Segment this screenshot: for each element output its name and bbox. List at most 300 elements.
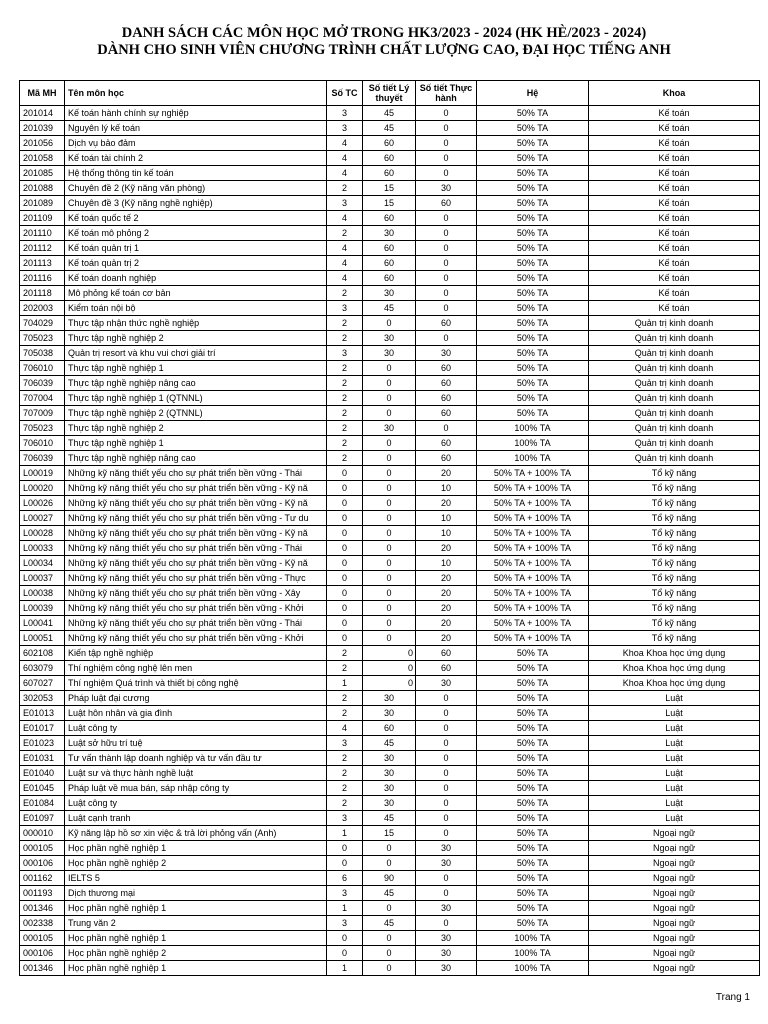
program-cell: 50% TA — [477, 706, 589, 721]
theory-hours-cell: 0 — [363, 541, 416, 556]
program-cell: 100% TA — [477, 931, 589, 946]
program-cell: 100% TA — [477, 451, 589, 466]
table-row — [20, 181, 760, 196]
table-row — [20, 271, 760, 286]
credits-cell: 6 — [327, 871, 363, 886]
faculty-cell: Kế toán — [589, 271, 760, 286]
credits-cell: 0 — [327, 841, 363, 856]
table-row — [20, 631, 760, 646]
course-name-cell: Quản trị resort và khu vui chơi giải trí — [65, 346, 327, 361]
practice-hours-cell: 20 — [416, 616, 477, 631]
faculty-cell: Luật — [589, 781, 760, 796]
credits-cell: 4 — [327, 271, 363, 286]
practice-hours-cell: 30 — [416, 181, 477, 196]
table-row — [20, 361, 760, 376]
course-name-cell: Thực tập nghề nghiệp 1 — [65, 361, 327, 376]
practice-hours-cell: 0 — [416, 301, 477, 316]
table-row — [20, 376, 760, 391]
theory-hours-cell: 60 — [363, 151, 416, 166]
credits-cell: 4 — [327, 211, 363, 226]
program-cell: 50% TA — [477, 106, 589, 121]
theory-hours-cell: 0 — [363, 376, 416, 391]
program-cell: 50% TA + 100% TA — [477, 571, 589, 586]
course-code-cell: 000010 — [20, 826, 65, 841]
table-row — [20, 451, 760, 466]
theory-hours-cell: 30 — [363, 331, 416, 346]
faculty-cell: Tổ kỹ năng — [589, 556, 760, 571]
table-row — [20, 346, 760, 361]
program-cell: 50% TA — [477, 901, 589, 916]
credits-cell: 0 — [327, 556, 363, 571]
theory-hours-cell: 30 — [363, 346, 416, 361]
program-cell: 50% TA — [477, 361, 589, 376]
course-name-cell: Chuyên đề 3 (Kỹ năng nghề nghiệp) — [65, 196, 327, 211]
table-row — [20, 511, 760, 526]
faculty-cell: Quản trị kinh doanh — [589, 316, 760, 331]
course-code-cell: E01031 — [20, 751, 65, 766]
practice-hours-cell: 20 — [416, 601, 477, 616]
credits-cell: 1 — [327, 676, 363, 691]
program-cell: 50% TA — [477, 151, 589, 166]
credits-cell: 2 — [327, 406, 363, 421]
theory-hours-cell: 0 — [363, 841, 416, 856]
faculty-cell: Luật — [589, 691, 760, 706]
course-code-cell: 201039 — [20, 121, 65, 136]
practice-hours-cell: 30 — [416, 931, 477, 946]
program-cell: 50% TA — [477, 871, 589, 886]
course-code-cell: 201110 — [20, 226, 65, 241]
practice-hours-cell: 20 — [416, 631, 477, 646]
practice-hours-cell: 0 — [416, 826, 477, 841]
credits-cell: 0 — [327, 601, 363, 616]
credits-cell: 3 — [327, 346, 363, 361]
faculty-cell: Ngoại ngữ — [589, 946, 760, 961]
credits-cell: 1 — [327, 961, 363, 976]
faculty-cell: Kế toán — [589, 181, 760, 196]
course-table — [19, 80, 760, 976]
course-code-cell: 602108 — [20, 646, 65, 661]
course-code-cell: 302053 — [20, 691, 65, 706]
course-code-cell: E01023 — [20, 736, 65, 751]
table-row — [20, 811, 760, 826]
course-code-cell: 705038 — [20, 346, 65, 361]
program-cell: 50% TA — [477, 241, 589, 256]
practice-hours-cell: 0 — [416, 421, 477, 436]
program-cell: 50% TA — [477, 226, 589, 241]
course-code-cell: 000106 — [20, 946, 65, 961]
practice-hours-cell: 30 — [416, 676, 477, 691]
table-row — [20, 331, 760, 346]
theory-hours-cell: 30 — [363, 226, 416, 241]
program-cell: 50% TA + 100% TA — [477, 601, 589, 616]
table-row — [20, 601, 760, 616]
course-code-cell: 002338 — [20, 916, 65, 931]
course-code-cell: L00051 — [20, 631, 65, 646]
theory-hours-cell: 0 — [363, 856, 416, 871]
practice-hours-cell: 30 — [416, 346, 477, 361]
credits-cell: 3 — [327, 886, 363, 901]
col-header-theory-hours: Số tiết Lý thuyết — [363, 81, 416, 106]
course-name-cell: Những kỹ năng thiết yếu cho sự phát triển bền vững - Thái — [65, 541, 327, 556]
credits-cell: 2 — [327, 691, 363, 706]
course-name-cell: Những kỹ năng thiết yếu cho sự phát triển bền vững - Kỹ nă — [65, 496, 327, 511]
course-name-cell: Thực tập nghề nghiệp 2 (QTNNL) — [65, 406, 327, 421]
course-code-cell: 201085 — [20, 166, 65, 181]
practice-hours-cell: 30 — [416, 856, 477, 871]
faculty-cell: Ngoại ngữ — [589, 931, 760, 946]
course-code-cell: E01097 — [20, 811, 65, 826]
course-code-cell: 201118 — [20, 286, 65, 301]
course-code-cell: L00028 — [20, 526, 65, 541]
credits-cell: 2 — [327, 781, 363, 796]
course-code-cell: L00041 — [20, 616, 65, 631]
course-name-cell: Kiểm toán nội bộ — [65, 301, 327, 316]
credits-cell: 4 — [327, 241, 363, 256]
credits-cell: 2 — [327, 706, 363, 721]
program-cell: 50% TA — [477, 166, 589, 181]
practice-hours-cell: 0 — [416, 121, 477, 136]
credits-cell: 3 — [327, 121, 363, 136]
table-row — [20, 316, 760, 331]
faculty-cell: Tổ kỹ năng — [589, 571, 760, 586]
table-row — [20, 946, 760, 961]
course-name-cell: Những kỹ năng thiết yếu cho sự phát triển bền vững - Kỹ nă — [65, 481, 327, 496]
course-code-cell: 607027 — [20, 676, 65, 691]
program-cell: 50% TA — [477, 136, 589, 151]
credits-cell: 2 — [327, 316, 363, 331]
theory-hours-cell: 45 — [363, 106, 416, 121]
faculty-cell: Ngoại ngữ — [589, 901, 760, 916]
program-cell: 50% TA — [477, 391, 589, 406]
table-row — [20, 736, 760, 751]
table-body — [20, 106, 760, 976]
course-code-cell: 603079 — [20, 661, 65, 676]
credits-cell: 0 — [327, 856, 363, 871]
faculty-cell: Tổ kỹ năng — [589, 496, 760, 511]
theory-hours-cell: 0 — [363, 616, 416, 631]
credits-cell: 0 — [327, 496, 363, 511]
course-code-cell: L00038 — [20, 586, 65, 601]
course-code-cell: 201056 — [20, 136, 65, 151]
table-row — [20, 391, 760, 406]
table-row — [20, 586, 760, 601]
program-cell: 50% TA — [477, 736, 589, 751]
faculty-cell: Ngoại ngữ — [589, 841, 760, 856]
theory-hours-cell: 0 — [363, 961, 416, 976]
table-row — [20, 826, 760, 841]
theory-hours-cell: 30 — [363, 421, 416, 436]
credits-cell: 0 — [327, 511, 363, 526]
program-cell: 50% TA — [477, 841, 589, 856]
course-name-cell: Thực tập nghề nghiệp 1 (QTNNL) — [65, 391, 327, 406]
program-cell: 50% TA — [477, 796, 589, 811]
course-code-cell: 001346 — [20, 901, 65, 916]
course-name-cell: Học phần nghề nghiệp 2 — [65, 856, 327, 871]
course-name-cell: Luật hôn nhân và gia đình — [65, 706, 327, 721]
theory-hours-cell: 60 — [363, 166, 416, 181]
table-row — [20, 766, 760, 781]
faculty-cell: Luật — [589, 796, 760, 811]
course-name-cell: Kiến tập nghề nghiệp — [65, 646, 327, 661]
faculty-cell: Kế toán — [589, 211, 760, 226]
credits-cell: 0 — [327, 481, 363, 496]
theory-hours-cell: 0 — [363, 451, 416, 466]
course-name-cell: Những kỹ năng thiết yếu cho sự phát triển bền vững - Khởi — [65, 631, 327, 646]
course-code-cell: 001193 — [20, 886, 65, 901]
credits-cell: 4 — [327, 136, 363, 151]
practice-hours-cell: 10 — [416, 481, 477, 496]
theory-hours-cell: 15 — [363, 826, 416, 841]
practice-hours-cell: 20 — [416, 571, 477, 586]
program-cell: 50% TA + 100% TA — [477, 526, 589, 541]
theory-hours-cell: 30 — [363, 706, 416, 721]
course-code-cell: L00039 — [20, 601, 65, 616]
course-code-cell: 201089 — [20, 196, 65, 211]
theory-hours-cell: 60 — [363, 136, 416, 151]
document-title-line-1: DANH SÁCH CÁC MÔN HỌC MỞ TRONG HK3/2023 - 2024 (HK HÈ/2023 - 2024) — [121, 25, 647, 41]
credits-cell: 0 — [327, 616, 363, 631]
program-cell: 50% TA + 100% TA — [477, 631, 589, 646]
col-header-program: Hệ — [477, 81, 589, 106]
course-name-cell: Thực tập nghề nghiệp 2 — [65, 421, 327, 436]
credits-cell: 2 — [327, 751, 363, 766]
program-cell: 50% TA — [477, 121, 589, 136]
table-row — [20, 136, 760, 151]
program-cell: 50% TA — [477, 826, 589, 841]
course-name-cell: Kế toán quản trị 1 — [65, 241, 327, 256]
course-name-cell: Thực tập nhận thức nghề nghiệp — [65, 316, 327, 331]
table-row — [20, 421, 760, 436]
program-cell: 50% TA — [477, 316, 589, 331]
faculty-cell: Tổ kỹ năng — [589, 526, 760, 541]
faculty-cell: Quản trị kinh doanh — [589, 331, 760, 346]
course-name-cell: Luật công ty — [65, 796, 327, 811]
credits-cell: 0 — [327, 931, 363, 946]
theory-hours-cell: 0 — [363, 496, 416, 511]
faculty-cell: Tổ kỹ năng — [589, 481, 760, 496]
faculty-cell: Luật — [589, 811, 760, 826]
faculty-cell: Kế toán — [589, 166, 760, 181]
faculty-cell: Quản trị kinh doanh — [589, 361, 760, 376]
course-name-cell: Thực tập nghề nghiệp 1 — [65, 436, 327, 451]
practice-hours-cell: 60 — [416, 391, 477, 406]
course-code-cell: 202003 — [20, 301, 65, 316]
practice-hours-cell: 60 — [416, 451, 477, 466]
course-name-cell: Nguyên lý kế toán — [65, 121, 327, 136]
theory-hours-cell: 45 — [363, 886, 416, 901]
table-row — [20, 286, 760, 301]
faculty-cell: Ngoại ngữ — [589, 916, 760, 931]
program-cell: 50% TA — [477, 196, 589, 211]
course-name-cell: Kế toán doanh nghiệp — [65, 271, 327, 286]
faculty-cell: Ngoại ngữ — [589, 856, 760, 871]
table-row — [20, 556, 760, 571]
faculty-cell: Kế toán — [589, 151, 760, 166]
table-row — [20, 571, 760, 586]
practice-hours-cell: 0 — [416, 766, 477, 781]
credits-cell: 3 — [327, 736, 363, 751]
faculty-cell: Luật — [589, 751, 760, 766]
theory-hours-cell: 0 — [363, 526, 416, 541]
practice-hours-cell: 10 — [416, 511, 477, 526]
practice-hours-cell: 0 — [416, 721, 477, 736]
program-cell: 50% TA — [477, 271, 589, 286]
table-row — [20, 541, 760, 556]
table-row — [20, 436, 760, 451]
course-name-cell: Những kỹ năng thiết yếu cho sự phát triển bền vững - Thái — [65, 466, 327, 481]
theory-hours-cell: 60 — [363, 256, 416, 271]
document-title-line-2: DÀNH CHO SINH VIÊN CHƯƠNG TRÌNH CHẤT LƯỢNG CAO, ĐẠI HỌC TIẾNG ANH — [97, 42, 671, 58]
credits-cell: 2 — [327, 796, 363, 811]
theory-hours-cell: 30 — [363, 766, 416, 781]
theory-hours-cell: 0 — [363, 316, 416, 331]
program-cell: 50% TA — [477, 856, 589, 871]
course-code-cell: 001346 — [20, 961, 65, 976]
practice-hours-cell: 0 — [416, 211, 477, 226]
course-name-cell: Những kỹ năng thiết yếu cho sự phát triển bền vững - Kỹ nă — [65, 526, 327, 541]
practice-hours-cell: 60 — [416, 646, 477, 661]
course-code-cell: 706039 — [20, 376, 65, 391]
course-name-cell: Dịch thương mại — [65, 886, 327, 901]
practice-hours-cell: 20 — [416, 541, 477, 556]
table-row — [20, 961, 760, 976]
practice-hours-cell: 0 — [416, 136, 477, 151]
course-name-cell: Trung văn 2 — [65, 916, 327, 931]
theory-hours-cell: 0 — [363, 436, 416, 451]
program-cell: 50% TA — [477, 346, 589, 361]
practice-hours-cell: 0 — [416, 106, 477, 121]
faculty-cell: Kế toán — [589, 121, 760, 136]
course-name-cell: Dịch vụ bảo đảm — [65, 136, 327, 151]
program-cell: 50% TA — [477, 676, 589, 691]
credits-cell: 2 — [327, 421, 363, 436]
practice-hours-cell: 0 — [416, 691, 477, 706]
faculty-cell: Ngoại ngữ — [589, 886, 760, 901]
credits-cell: 4 — [327, 256, 363, 271]
faculty-cell: Luật — [589, 736, 760, 751]
table-row — [20, 751, 760, 766]
theory-hours-cell: 0 — [363, 406, 416, 421]
course-code-cell: 706010 — [20, 436, 65, 451]
table-row — [20, 121, 760, 136]
theory-hours-cell: 90 — [363, 871, 416, 886]
program-cell: 50% TA — [477, 646, 589, 661]
practice-hours-cell: 60 — [416, 406, 477, 421]
program-cell: 100% TA — [477, 421, 589, 436]
program-cell: 50% TA — [477, 751, 589, 766]
program-cell: 100% TA — [477, 436, 589, 451]
credits-cell: 2 — [327, 661, 363, 676]
credits-cell: 3 — [327, 811, 363, 826]
table-row — [20, 646, 760, 661]
table-row — [20, 886, 760, 901]
practice-hours-cell: 20 — [416, 586, 477, 601]
theory-hours-cell: 0 — [363, 946, 416, 961]
table-row — [20, 481, 760, 496]
faculty-cell: Tổ kỹ năng — [589, 631, 760, 646]
program-cell: 50% TA — [477, 301, 589, 316]
col-header-code: Mã MH — [20, 81, 65, 106]
course-name-cell: Thực tập nghề nghiệp nâng cao — [65, 451, 327, 466]
table-row — [20, 301, 760, 316]
course-code-cell: L00020 — [20, 481, 65, 496]
col-header-course-name: Tên môn học — [65, 81, 327, 106]
course-code-cell: E01040 — [20, 766, 65, 781]
faculty-cell: Kế toán — [589, 196, 760, 211]
practice-hours-cell: 60 — [416, 376, 477, 391]
practice-hours-cell: 0 — [416, 796, 477, 811]
table-row — [20, 466, 760, 481]
theory-hours-cell: 0 — [363, 661, 416, 676]
course-name-cell: Thực tập nghề nghiệp nâng cao — [65, 376, 327, 391]
credits-cell: 0 — [327, 466, 363, 481]
table-row — [20, 706, 760, 721]
faculty-cell: Quản trị kinh doanh — [589, 376, 760, 391]
course-code-cell: 201058 — [20, 151, 65, 166]
course-code-cell: 201112 — [20, 241, 65, 256]
program-cell: 50% TA + 100% TA — [477, 466, 589, 481]
credits-cell: 4 — [327, 721, 363, 736]
table-row — [20, 526, 760, 541]
faculty-cell: Tổ kỹ năng — [589, 541, 760, 556]
program-cell: 50% TA — [477, 886, 589, 901]
course-name-cell: Những kỹ năng thiết yếu cho sự phát triển bền vững - Khởi — [65, 601, 327, 616]
credits-cell: 3 — [327, 916, 363, 931]
practice-hours-cell: 0 — [416, 166, 477, 181]
faculty-cell: Luật — [589, 766, 760, 781]
table-row — [20, 661, 760, 676]
practice-hours-cell: 0 — [416, 286, 477, 301]
faculty-cell: Quản trị kinh doanh — [589, 406, 760, 421]
practice-hours-cell: 0 — [416, 256, 477, 271]
program-cell: 50% TA — [477, 766, 589, 781]
theory-hours-cell: 60 — [363, 241, 416, 256]
course-name-cell: Học phần nghề nghiệp 1 — [65, 961, 327, 976]
table-row — [20, 841, 760, 856]
course-name-cell: Chuyên đề 2 (Kỹ năng văn phòng) — [65, 181, 327, 196]
program-cell: 50% TA — [477, 916, 589, 931]
practice-hours-cell: 0 — [416, 871, 477, 886]
practice-hours-cell: 0 — [416, 226, 477, 241]
faculty-cell: Kế toán — [589, 136, 760, 151]
course-name-cell: Thực tập nghề nghiệp 2 — [65, 331, 327, 346]
table-row — [20, 916, 760, 931]
faculty-cell: Khoa Khoa học ứng dụng — [589, 646, 760, 661]
course-name-cell: Pháp luật về mua bán, sáp nhập công ty — [65, 781, 327, 796]
course-name-cell: Những kỹ năng thiết yếu cho sự phát triển bền vững - Xây — [65, 586, 327, 601]
credits-cell: 1 — [327, 901, 363, 916]
course-code-cell: 704029 — [20, 316, 65, 331]
course-name-cell: Học phần nghề nghiệp 1 — [65, 931, 327, 946]
course-code-cell: L00037 — [20, 571, 65, 586]
practice-hours-cell: 30 — [416, 961, 477, 976]
faculty-cell: Kế toán — [589, 241, 760, 256]
program-cell: 100% TA — [477, 946, 589, 961]
practice-hours-cell: 0 — [416, 241, 477, 256]
theory-hours-cell: 30 — [363, 751, 416, 766]
table-row — [20, 256, 760, 271]
program-cell: 50% TA — [477, 721, 589, 736]
faculty-cell: Tổ kỹ năng — [589, 616, 760, 631]
course-name-cell: Thí nghiệm Quá trình và thiết bị công nghệ — [65, 676, 327, 691]
course-code-cell: 706039 — [20, 451, 65, 466]
credits-cell: 0 — [327, 946, 363, 961]
practice-hours-cell: 0 — [416, 151, 477, 166]
practice-hours-cell: 0 — [416, 331, 477, 346]
faculty-cell: Tổ kỹ năng — [589, 511, 760, 526]
practice-hours-cell: 0 — [416, 736, 477, 751]
course-name-cell: Kế toán mô phỏng 2 — [65, 226, 327, 241]
